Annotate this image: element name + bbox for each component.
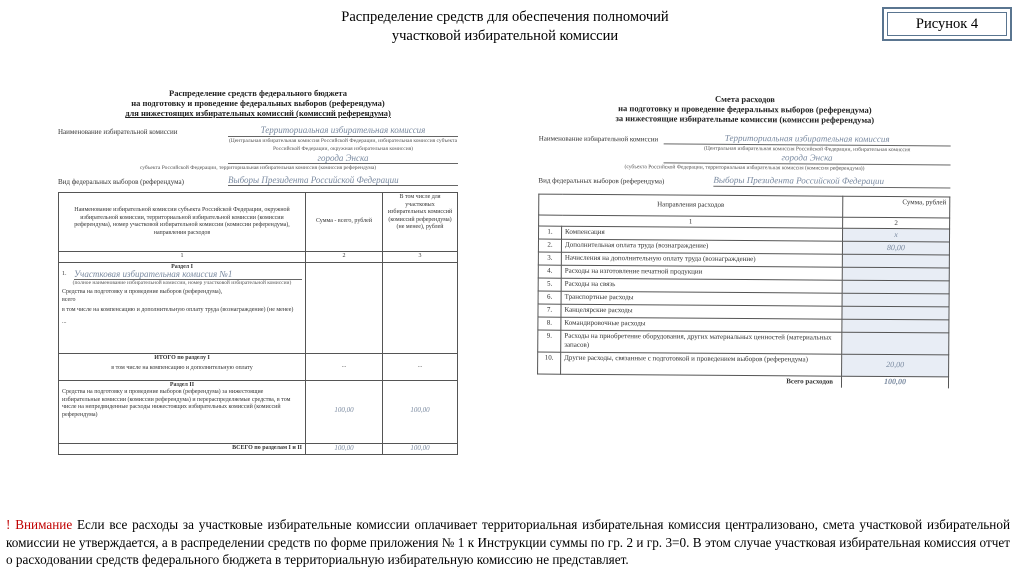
right-row-value: 80,00: [886, 242, 905, 252]
right-row-text: Другие расходы, связанные с подготовкой и проведением выборов (референдума): [561, 352, 842, 376]
left-city-caption: субъекта Российской Федерации, территориальная избирательная комиссия (комиссия референдума): [139, 165, 377, 171]
right-commission-label: Наименование избирательной комиссии: [538, 134, 659, 144]
right-row-text: Начисления на дополнительную оплату труда (вознаграждение): [561, 252, 842, 267]
right-row-num: 8.: [538, 317, 561, 330]
left-doc-title: [58, 88, 458, 118]
left-section2-cell: [59, 380, 306, 443]
right-col2-header: Сумма, рублей: [843, 196, 950, 218]
right-city-caption: (субъекта Российской Федерации, территориальная избирательная комиссия (комиссия референдума)): [624, 163, 865, 172]
left-commission-caption: (Центральная избирательная комиссия Российской Федерации, избирательная комиссия субъекта Российской Федерации, окружная избирательная комиссия): [228, 137, 458, 152]
right-row-text: Расходы на связь: [561, 278, 842, 293]
right-doc-title: [539, 93, 951, 126]
left-total1-val3: ...: [383, 353, 458, 380]
attention-mark: !: [6, 517, 11, 532]
right-row-num: 3.: [538, 252, 561, 265]
left-item1-caption: (полное наименование избирательной комиссии, номер участковой избирательной комиссии): [72, 279, 292, 286]
left-document: [58, 88, 458, 455]
right-doc-title-line: за нижестоящие избирательные комиссии (комиссии референдума): [615, 113, 875, 125]
right-commission-caption: (Центральная избирательная комиссия Российской Федерации, избирательная комиссия: [703, 145, 911, 153]
left-col-num: 1: [59, 252, 306, 263]
right-row-num: 9.: [538, 330, 561, 352]
left-item1-line2: всего: [62, 296, 76, 303]
left-col-num: 2: [306, 252, 383, 263]
right-table: [537, 193, 950, 388]
right-col1-header: Направления расходов: [539, 194, 843, 217]
left-item1-line1: Средства на подготовку и проведение выборов (референдума),: [62, 289, 223, 295]
left-col-num: 3: [383, 252, 458, 263]
left-ellipsis: ...: [62, 318, 67, 325]
left-doc-title-line: для нижестоящих избирательных комиссий (комиссий референдума): [125, 108, 391, 118]
slide-title: [270, 8, 740, 46]
right-row-value: x: [894, 229, 898, 239]
attention-note: [6, 516, 1010, 569]
left-city-value: города Энска: [317, 152, 369, 163]
right-row-value: 20,00: [886, 360, 905, 370]
right-row-text: Командировочные расходы: [561, 317, 842, 332]
left-commission-value: Территориальная избирательная комиссия: [260, 125, 426, 135]
attention-label: Внимание: [15, 517, 73, 532]
right-table-row: [538, 352, 949, 377]
left-section2: Раздел II: [169, 381, 195, 388]
left-total1-cell: [59, 353, 306, 380]
slide-title-line1: Распределение средств для обеспечения полномочий: [341, 9, 669, 25]
figure-label: Рисунок 4: [882, 7, 1012, 41]
right-row-num: 5.: [538, 278, 561, 291]
left-total1: ИТОГО по разделу I: [154, 354, 210, 361]
left-section2-text: Средства на подготовку и проведение выборов (референдума) за нижестоящие избирательные комиссии (комиссии референдума) и перераспределяемые средства, в том числе на непредвиденные расходы нижестоящих избирательных комиссий (комиссий референдума): [62, 389, 291, 418]
right-row-text: Канцелярские расходы: [561, 304, 842, 319]
right-row-num: 6.: [538, 291, 561, 304]
left-col1-header: Наименование избирательной комиссии субъекта Российской Федерации, окружной избирательной комиссии, территориальной избирательной комиссии (комиссии референдума), номер участковой избирательной комиссии (комиссии референдума), направления расходов: [59, 193, 306, 252]
right-election-value: Выборы Президента Российской Федерации: [713, 174, 885, 186]
right-row-text: Компенсация: [562, 226, 843, 241]
left-col3-header: В том числе для участковых избирательных комиссий (комиссий референдума) (не менее), рублей: [383, 193, 458, 252]
right-row-num: 7.: [538, 304, 561, 317]
left-section1-cell: [59, 262, 306, 353]
left-doc-title-line: на подготовку и проведение федеральных выборов (референдума): [131, 98, 385, 108]
right-city-value: города Энска: [781, 152, 833, 163]
left-election-label: Вид федеральных выборов (референдума): [58, 177, 184, 186]
right-commission-value: Территориальная избирательная комиссия: [724, 132, 890, 145]
attention-text: Если все расходы за участковые избирательные комиссии оплачивает территориальная избирательная комиссия централизовано, смета участковой избирательной комиссии не утверждается, а в распределении средств по форме приложения № 1 к Инструкции суммы по гр. 2 и гр. 3=0. В этом случае участковая избирательная комиссия отчет о расходовании средств федерального бюджета в территориальную избирательную комиссию не представляет.: [6, 517, 1011, 567]
left-total1-sub: в том числе на компенсацию и дополнительную оплату: [111, 365, 253, 371]
left-table: [58, 192, 458, 455]
right-row-text: Расходы на приобретение оборудования, других материальных ценностей (материальных запасов): [561, 330, 842, 354]
right-row-num: 10.: [538, 352, 561, 374]
left-grand-total: ВСЕГО по разделам I и II: [59, 443, 306, 455]
left-item1-num: 1.: [62, 271, 67, 277]
right-total-label: Всего расходов: [786, 377, 834, 386]
right-row-num: 4.: [538, 265, 561, 278]
left-total1-val2: ...: [306, 353, 383, 380]
left-section2-val2: 100,00: [334, 406, 354, 415]
right-col-num: 1: [539, 215, 843, 229]
slide-title-line2: участковой избирательной комиссии: [391, 28, 619, 44]
left-grand-val3: 100,00: [410, 443, 430, 452]
left-item1-line3: в том числе на компенсацию и дополнительную оплату труда (вознаграждение) (не менее): [62, 307, 294, 313]
right-row-num: 1.: [539, 226, 562, 239]
right-row-num: 2.: [538, 239, 561, 252]
right-row-text: Расходы на изготовление печатной продукции: [561, 265, 842, 280]
right-doc-title-line: на подготовку и проведение федеральных выборов (референдума): [618, 103, 872, 115]
right-total-value: 100,00: [883, 376, 907, 387]
left-election-value: Выборы Президента Российской Федерации: [228, 174, 399, 185]
right-col-num: 2: [843, 217, 950, 229]
left-grand-val2: 100,00: [334, 443, 354, 452]
left-col2-header: Сумма - всего, рублей: [306, 193, 383, 252]
right-doc-title-line: Смета расходов: [715, 93, 775, 105]
right-document: [537, 93, 951, 388]
right-row-text: Транспортные расходы: [561, 291, 842, 306]
right-row-text: Дополнительная оплата труда (вознаграждение): [561, 239, 842, 254]
right-table-row: [538, 330, 949, 355]
left-item1-value: Участковая избирательная комиссия №1: [74, 271, 302, 280]
left-section1: Раздел I: [171, 263, 193, 270]
left-section2-val3: 100,00: [410, 406, 430, 415]
right-election-label: Вид федеральных выборов (референдума): [538, 176, 665, 186]
left-doc-title-line: Распределение средств федерального бюджета: [169, 88, 347, 98]
left-commission-label: Наименование избирательной комиссии: [58, 128, 178, 136]
